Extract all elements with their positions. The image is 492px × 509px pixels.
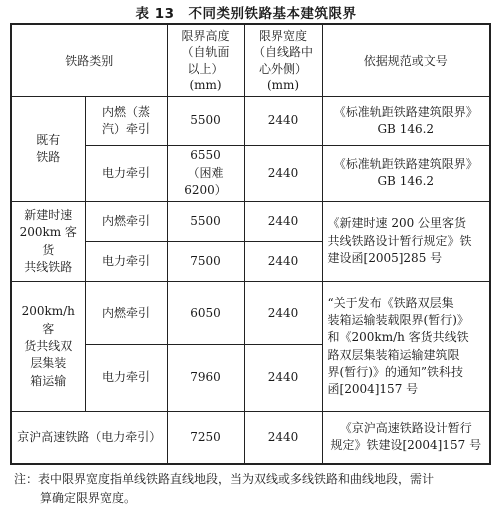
traction-cell: 内燃牵引 (85, 201, 167, 241)
width-cell: 2440 (244, 145, 322, 201)
category-jinghu: 京沪高速铁路（电力牵引） (11, 411, 167, 464)
traction-cell: 内燃牵引 (85, 282, 167, 345)
header-height: 限界高度 （自轨面 以上） (mm) (167, 24, 244, 97)
height-cell: 5500 (167, 97, 244, 146)
table-note: 注：表中限界宽度指单线铁路直线地段，当为双线或多线铁路和曲线地段，需计 算确定限界宽度。 (14, 472, 435, 505)
category-new200: 新建时速 200km 客货 共线铁路 (11, 201, 85, 282)
table-row (11, 411, 490, 464)
basis-cell: 《新建时速 200 公里客货 共线铁路设计暂行规定》铁 建设函[2005]285 号 (322, 201, 490, 282)
basis-cell: “关于发布《铁路双层集 装箱运输装载限界(暂行)》 和《200km/h 客货共线铁 路双层集装箱运输建筑限 界(暂行)》的通知”铁科技 函[2004]157 号 (322, 282, 490, 411)
table-row (11, 282, 490, 345)
basis-cell: 《标准轨距铁路建筑限界》 GB 146.2 (322, 145, 490, 201)
header-row (11, 24, 490, 97)
height-cell: 7500 (167, 242, 244, 282)
height-cell: 6050 (167, 282, 244, 345)
table-row (11, 201, 490, 241)
width-cell: 2440 (244, 282, 322, 345)
width-cell: 2440 (244, 97, 322, 146)
category-double-stack: 200km/h 客 货共线双 层集装 箱运输 (11, 282, 85, 411)
height-cell: 7960 (167, 345, 244, 412)
height-cell: 5500 (167, 201, 244, 241)
height-cell: 6550 （困难 6200） (167, 145, 244, 201)
traction-cell: 电力牵引 (85, 345, 167, 412)
width-cell: 2440 (244, 242, 322, 282)
traction-cell: 电力牵引 (85, 145, 167, 201)
basis-cell: 《京沪高速铁路设计暂行 规定》铁建设[2004]157 号 (322, 411, 490, 464)
clearance-table (10, 23, 491, 465)
height-cell: 7250 (167, 411, 244, 464)
table-row (11, 97, 490, 146)
header-basis: 依据规范或文号 (322, 24, 490, 97)
header-width: 限界宽度 （自线路中 心外侧） (mm) (244, 24, 322, 97)
header-category: 铁路类别 (11, 24, 167, 97)
traction-cell: 电力牵引 (85, 242, 167, 282)
traction-cell: 内燃（蒸 汽）牵引 (85, 97, 167, 146)
category-existing: 既有 铁路 (11, 97, 85, 201)
width-cell: 2440 (244, 345, 322, 412)
width-cell: 2440 (244, 201, 322, 241)
basis-cell: 《标准轨距铁路建筑限界》 GB 146.2 (322, 97, 490, 146)
width-cell: 2440 (244, 411, 322, 464)
table-caption: 表 13 不同类别铁路基本建筑限界 (135, 6, 357, 22)
